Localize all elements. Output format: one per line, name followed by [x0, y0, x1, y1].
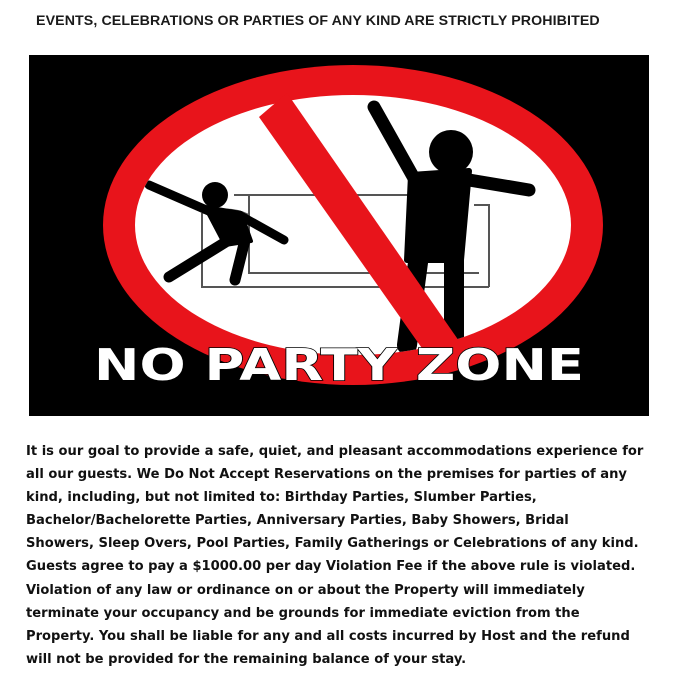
policy-line: will not be provided for the remaining balance of your stay.	[26, 651, 467, 667]
policy-line: all our guests. We Do Not Accept Reservations on the premises for parties of any	[26, 467, 627, 483]
policy-line: Bachelor/Bachelorette Parties, Anniversary Parties, Baby Showers, Bridal	[26, 513, 569, 529]
poster-caption: NO PARTY ZONE	[94, 340, 584, 391]
policy-paragraph	[26, 440, 666, 671]
policy-line: kind, including, but not limited to: Birthday Parties, Slumber Parties,	[26, 490, 537, 506]
policy-line: Guests agree to pay a $1000.00 per day Violation Fee if the above rule is violated.	[26, 559, 636, 575]
notice-heading: EVENTS, CELEBRATIONS OR PARTIES OF ANY KIND ARE STRICTLY PROHIBITED	[36, 13, 600, 29]
policy-line: Showers, Sleep Overs, Pool Parties, Family Gatherings or Celebrations of any kind.	[26, 536, 639, 552]
policy-line: Property. You shall be liable for any and all costs incurred by Host and the refund	[26, 628, 630, 644]
policy-line: Violation of any law or ordinance on or about the Property will immediately	[26, 582, 585, 598]
policy-line: terminate your occupancy and be grounds for immediate eviction from the	[26, 605, 580, 621]
policy-line: It is our goal to provide a safe, quiet, and pleasant accommodations experience for	[26, 444, 644, 459]
no-party-poster	[29, 55, 649, 416]
no-party-sign-icon	[29, 55, 649, 416]
